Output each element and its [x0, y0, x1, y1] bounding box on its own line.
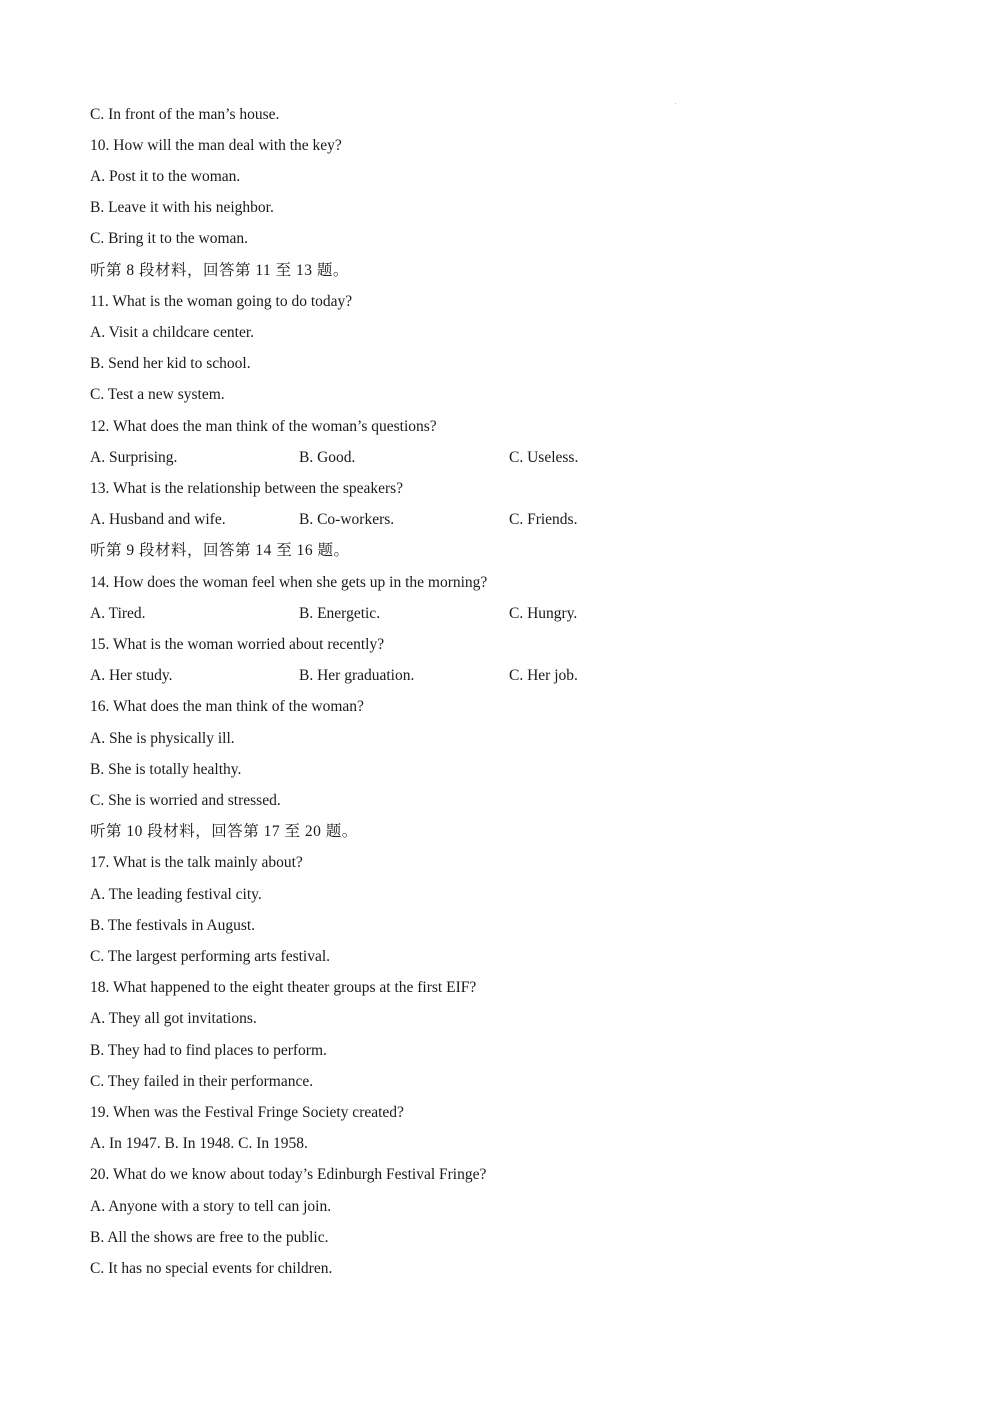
- option-line: B. All the shows are free to the public.: [90, 1228, 329, 1246]
- option-line: A. She is physically ill.: [90, 729, 235, 747]
- question-text: 18. What happened to the eight theater groups at the first EIF?: [90, 979, 477, 997]
- option-line: C. They failed in their performance.: [90, 1072, 314, 1090]
- option-line: C. In front of the man’s house.: [90, 105, 280, 123]
- option-row: [90, 510, 690, 530]
- option-item: C. Hungry.: [509, 604, 578, 622]
- option-item: B. Her graduation.: [299, 667, 415, 685]
- option-line: C. The largest performing arts festival.: [90, 947, 331, 965]
- option-line: B. They had to find places to perform.: [90, 1041, 327, 1059]
- option-item: B. Co-workers.: [299, 511, 395, 529]
- section-instruction: 听第 10 段材料，回答第 17 至 20 题。: [90, 823, 358, 841]
- option-line: A. Anyone with a story to tell can join.: [90, 1197, 332, 1215]
- option-line: C. She is worried and stressed.: [90, 791, 281, 809]
- option-line: A. The leading festival city.: [90, 885, 262, 903]
- option-item: A. Husband and wife.: [90, 511, 226, 529]
- question-text: 13. What is the relationship between the speakers?: [90, 479, 404, 497]
- option-item: A. Surprising.: [90, 448, 178, 466]
- option-line: B. Leave it with his neighbor.: [90, 199, 274, 217]
- option-item: A. Tired.: [90, 604, 146, 622]
- question-text: 14. How does the woman feel when she gets up in the morning?: [90, 573, 488, 591]
- option-item: B. Good.: [299, 448, 356, 466]
- section-instruction: 听第 8 段材料，回答第 11 至 13 题。: [90, 261, 349, 279]
- option-item: C. Friends.: [509, 511, 578, 529]
- option-item: B. Energetic.: [299, 604, 381, 622]
- option-line: B. Send her kid to school.: [90, 355, 251, 373]
- option-item: C. Her job.: [509, 667, 578, 685]
- option-line: C. Test a new system.: [90, 386, 225, 404]
- section-instruction: 听第 9 段材料，回答第 14 至 16 题。: [90, 542, 350, 560]
- option-item: C. Useless.: [509, 448, 579, 466]
- option-line: C. Bring it to the woman.: [90, 230, 249, 248]
- option-line: A. They all got invitations.: [90, 1010, 257, 1028]
- option-line: C. It has no special events for children.: [90, 1259, 333, 1277]
- option-row: [90, 604, 690, 624]
- option-line: A. Post it to the woman.: [90, 167, 241, 185]
- option-line: A. Visit a childcare center.: [90, 323, 255, 341]
- question-text: 15. What is the woman worried about recently?: [90, 635, 385, 653]
- question-text: 11. What is the woman going to do today?: [90, 292, 353, 310]
- scan-speck: [675, 103, 676, 104]
- option-line: A. In 1947. B. In 1948. C. In 1958.: [90, 1135, 308, 1153]
- option-item: A. Her study.: [90, 667, 173, 685]
- question-text: 19. When was the Festival Fringe Society created?: [90, 1103, 404, 1121]
- question-text: 12. What does the man think of the woman’s questions?: [90, 417, 437, 435]
- question-text: 16. What does the man think of the woman?: [90, 698, 364, 716]
- question-text: 17. What is the talk mainly about?: [90, 854, 303, 872]
- question-text: 20. What do we know about today’s Edinburgh Festival Fringe?: [90, 1166, 487, 1184]
- option-line: B. She is totally healthy.: [90, 760, 242, 778]
- option-line: B. The festivals in August.: [90, 916, 256, 934]
- question-text: 10. How will the man deal with the key?: [90, 136, 342, 154]
- option-row: [90, 448, 690, 468]
- option-row: [90, 666, 690, 686]
